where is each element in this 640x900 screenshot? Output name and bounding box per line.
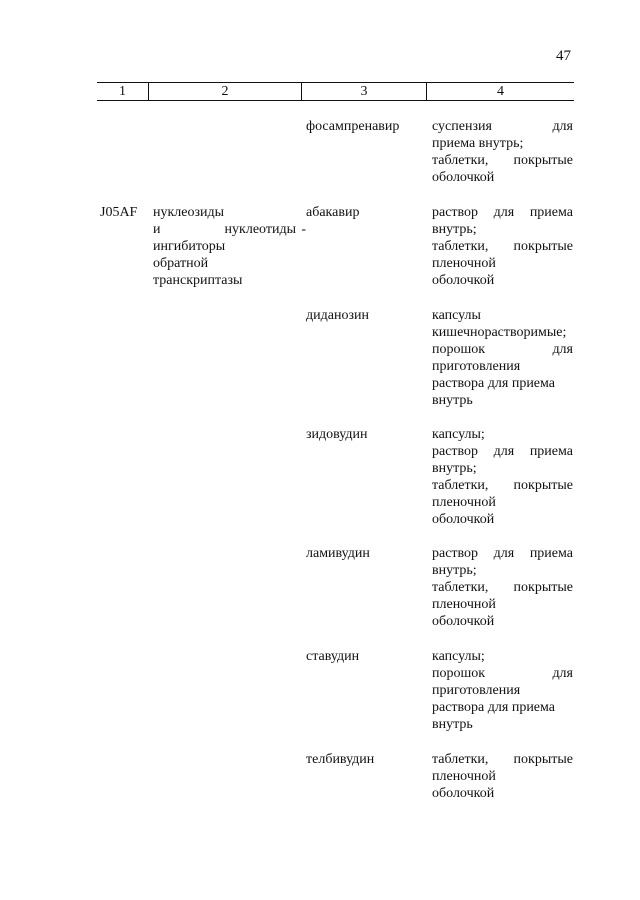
dosage-form-word: оболочкой [432, 512, 495, 527]
dosage-form-line [432, 307, 573, 324]
dosage-form-word: оболочкой [432, 786, 495, 801]
dosage-form-line [432, 204, 573, 221]
dosage-form-line [432, 426, 573, 443]
column-1-header: 1 [119, 84, 126, 99]
dosage-form [432, 204, 573, 289]
dosage-form-word: таблетки, [432, 153, 489, 168]
dosage-form-word: покрытые [513, 580, 573, 595]
dosage-form-word: пленочной [432, 256, 496, 271]
dosage-form-word: раствор [432, 546, 479, 561]
dosage-form-line [432, 358, 573, 375]
dosage-form-word: таблетки, [432, 478, 489, 493]
drug-name: зидовудин [306, 427, 368, 442]
group-word: обратной [153, 256, 209, 271]
dosage-form-word: пленочной [432, 597, 496, 612]
dosage-form-word: внутрь; [432, 461, 477, 476]
dosage-form-word: приготовления [432, 683, 521, 698]
dosage-form-word: внутрь; [432, 222, 477, 237]
dosage-form-line [432, 665, 573, 682]
dosage-form-word: приема внутрь; [432, 136, 524, 151]
dosage-form-word: раствора для приема [432, 700, 555, 715]
dosage-form-word: раствор [432, 444, 479, 459]
dosage-form-word: кишечнорастворимые; [432, 325, 567, 340]
dosage-form-line [432, 682, 573, 699]
dosage-form-word: раствор [432, 205, 479, 220]
dosage-form-line [432, 392, 573, 409]
dosage-form-word: для [493, 546, 515, 561]
dosage-form-word: капсулы; [432, 649, 485, 664]
atc-group-name [153, 204, 306, 289]
dosage-form-word: оболочкой [432, 614, 495, 629]
dosage-form-line [432, 785, 573, 802]
group-line [153, 255, 296, 272]
dosage-form-line [432, 169, 573, 186]
dosage-form-word: покрытые [513, 239, 573, 254]
drug-name: телбивудин [306, 752, 375, 767]
dosage-form-line [432, 341, 573, 358]
group-line [153, 204, 296, 221]
drug-name: фосампренавир [306, 119, 400, 134]
dosage-form [432, 545, 573, 630]
dosage-form-word: для [552, 119, 573, 134]
dosage-form-line [432, 375, 573, 392]
dosage-form-line [432, 562, 573, 579]
dosage-form-word: раствора для приема [432, 376, 555, 391]
atc-code: J05AF [100, 205, 138, 220]
dosage-form-line [432, 596, 573, 613]
dosage-form-word: пленочной [432, 495, 496, 510]
dosage-form-word: приготовления [432, 359, 521, 374]
group-word: и [153, 222, 161, 237]
column-2-header: 2 [148, 83, 301, 100]
drug-name: ставудин [306, 649, 360, 664]
dosage-form-word: приема [529, 444, 573, 459]
dosage-form-word: суспензия [432, 119, 492, 134]
group-word: нуклеотиды [224, 222, 296, 237]
group-word: транскриптазы [153, 273, 243, 288]
dosage-form-word: внутрь [432, 717, 473, 732]
drug-name: абакавир [306, 205, 360, 220]
group-word: нуклеозиды [153, 205, 225, 220]
dosage-form-word: приема [529, 205, 573, 220]
dosage-form-line [432, 545, 573, 562]
column-3-header: 3 [301, 83, 426, 100]
dosage-form-line [432, 272, 573, 289]
group-word: ингибиторы [153, 239, 226, 254]
dosage-form-word: таблетки, [432, 580, 489, 595]
dosage-form [432, 118, 573, 186]
dosage-form-word: оболочкой [432, 273, 495, 288]
dosage-form-line [432, 751, 573, 768]
column-4-header: 4 [426, 83, 574, 100]
group-line [153, 272, 296, 289]
dosage-form-word: порошок [432, 342, 486, 357]
dosage-form-line [432, 477, 573, 494]
dosage-form [432, 426, 573, 528]
dosage-form-word: таблетки, [432, 239, 489, 254]
dosage-form-word: внутрь [432, 393, 473, 408]
dosage-form-word: покрытые [513, 153, 573, 168]
dosage-form [432, 751, 573, 802]
dosage-form-word: пленочной [432, 769, 496, 784]
dosage-form-line [432, 613, 573, 630]
drug-name: диданозин [306, 308, 369, 323]
dosage-form-line [432, 511, 573, 528]
drug-name: ламивудин [306, 546, 370, 561]
dosage-form-line [432, 460, 573, 477]
dosage-form-line [432, 118, 573, 135]
page-number: 47 [556, 48, 571, 64]
dosage-form-word: для [552, 342, 573, 357]
dosage-form-line [432, 324, 573, 341]
dosage-form-line [432, 494, 573, 511]
dosage-form-word: для [493, 205, 515, 220]
dosage-form-line [432, 221, 573, 238]
dosage-form-line [432, 699, 573, 716]
group-line [153, 221, 296, 238]
dosage-form-word: для [552, 666, 573, 681]
dosage-form-line [432, 716, 573, 733]
dosage-form-line [432, 152, 573, 169]
dosage-form-word: оболочкой [432, 170, 495, 185]
dosage-form-line [432, 648, 573, 665]
dosage-form-word: приема [529, 546, 573, 561]
dosage-form [432, 307, 573, 409]
group-line [153, 238, 296, 255]
group-dash: - [301, 222, 306, 237]
table-column-header [97, 82, 574, 101]
dosage-form-word: покрытые [513, 478, 573, 493]
dosage-form-word: внутрь; [432, 563, 477, 578]
dosage-form [432, 648, 573, 733]
dosage-form-word: капсулы; [432, 427, 485, 442]
dosage-form-word: капсулы [432, 308, 481, 323]
dosage-form-word: таблетки, [432, 752, 489, 767]
dosage-form-line [432, 579, 573, 596]
dosage-form-word: покрытые [513, 752, 573, 767]
dosage-form-line [432, 255, 573, 272]
dosage-form-line [432, 238, 573, 255]
dosage-form-word: для [493, 444, 515, 459]
dosage-form-line [432, 443, 573, 460]
dosage-form-line [432, 768, 573, 785]
dosage-form-line [432, 135, 573, 152]
dosage-form-word: порошок [432, 666, 486, 681]
